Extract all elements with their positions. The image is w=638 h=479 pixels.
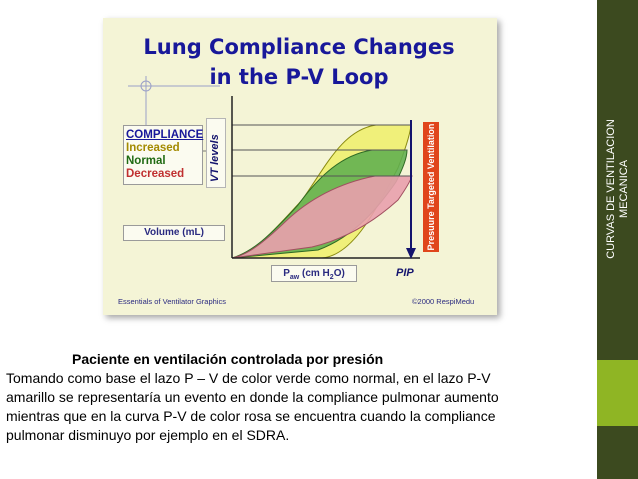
- legend-heading: COMPLIANCE: [126, 129, 204, 141]
- paw-prefix: P: [283, 268, 290, 279]
- sidebar-title-line1: CURVAS DE VENTILACION: [605, 119, 617, 259]
- figure-title-line2: in the P-V Loop: [209, 65, 389, 89]
- paw-mid: (cm H: [299, 268, 330, 279]
- footer-right: ©2000 RespiMedu: [412, 297, 475, 306]
- figure-title: [109, 32, 489, 92]
- pressure-targeted-label: Presuure Targeted Ventilation: [426, 123, 436, 251]
- pip-label: PIP: [396, 267, 414, 279]
- footer-left: Essentials of Ventilator Graphics: [118, 297, 226, 306]
- paw-sub2: 2: [329, 274, 334, 281]
- volume-axis-label: Volume (mL): [123, 225, 225, 241]
- vt-label: VT levels: [209, 134, 221, 182]
- legend-decreased: Decreased: [126, 168, 185, 180]
- legend-increased: Increased: [126, 142, 180, 154]
- caption-heading: Paciente en ventilación controlada por presión: [72, 351, 384, 367]
- sidebar-title-line2: MECANICA: [618, 159, 630, 219]
- legend-normal: Normal: [126, 155, 166, 167]
- figure-title-line1: Lung Compliance Changes: [143, 35, 455, 59]
- paw-sub: aw: [289, 274, 300, 281]
- caption-paragraph: Tomando como base el lazo P – V de color verde como normal, en el lazo P-V amarillo se representaría un evento en donde la compliance pulmonar aumento mientras que en la curva P-V de color rosa se encuentra cuando la compliance pulmonar disminuyo por ejemplo en el SDRA.: [6, 370, 499, 443]
- paw-end: O): [333, 268, 345, 279]
- paw-axis-label: [271, 265, 357, 282]
